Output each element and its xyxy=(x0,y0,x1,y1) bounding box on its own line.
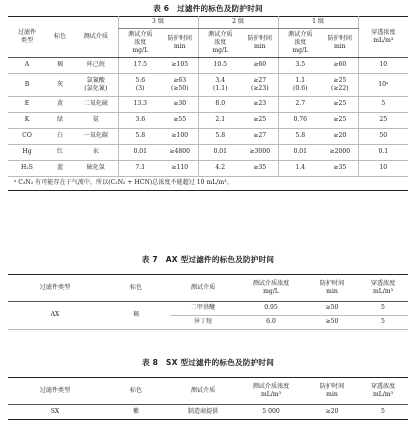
t8-cell: SX xyxy=(50,407,60,415)
table6-cell: 3.4 (1.1) xyxy=(198,74,242,97)
t6-head-level3: 3 级 xyxy=(118,17,198,29)
t7-cell: 0.95 xyxy=(236,302,306,316)
table6-cell: ≥100 xyxy=(162,129,198,145)
t7-head-color: 标色 xyxy=(102,275,170,302)
t8-head-conc: 测试介质浓度 mL/m³ xyxy=(236,378,306,405)
table6-caption: 表 6 过滤件的标色及防护时间 xyxy=(153,4,263,13)
table6-cell: 13.3 xyxy=(118,97,162,113)
t7-head-medium: 测试介质 xyxy=(170,275,236,302)
table6-cell: 0.01 xyxy=(118,145,162,161)
table6-cell: ≥25 xyxy=(242,113,278,129)
t7-cell: ≥50 xyxy=(306,316,358,330)
t8-head-medium: 测试介质 xyxy=(170,378,236,405)
table6-cell: ≥60 xyxy=(322,58,358,74)
table6-cell: B xyxy=(8,74,46,97)
t6-head-time2: 防护时间 min xyxy=(242,29,278,58)
table6-cell: 二氧化硫 xyxy=(74,97,118,113)
t6-head-level1: 1 级 xyxy=(278,17,358,29)
table6-row xyxy=(8,113,408,129)
t6-head-type: 过滤件 类型 xyxy=(8,17,46,58)
t6-head-level2: 2 级 xyxy=(198,17,278,29)
table6-cell: 10.5 xyxy=(198,58,242,74)
t7-cell: 6.0 xyxy=(236,316,306,330)
table6-cell: 17.5 xyxy=(118,58,162,74)
table6-row xyxy=(8,58,408,74)
table6-cell: 8.0 xyxy=(198,97,242,113)
table6 xyxy=(8,16,408,191)
t7-head-type: 过滤件类型 xyxy=(8,275,102,302)
table6-cell: 3.6 xyxy=(118,113,162,129)
table6-cell: ≥30 xyxy=(162,97,198,113)
table6-cell: ≥27 xyxy=(242,129,278,145)
table6-cell: 0.1 xyxy=(358,145,408,161)
t6-head-conc3: 测试介质 浓度 mg/L xyxy=(118,29,162,58)
table6-cell: ≥105 xyxy=(162,58,198,74)
table6-cell: 1.4 xyxy=(278,161,322,177)
t6-head-conc2: 测试介质 浓度 mg/L xyxy=(198,29,242,58)
t7-cell: 二甲基醚 xyxy=(170,302,236,316)
table6-cell: ≥25 xyxy=(322,113,358,129)
table6-cell: H₂S xyxy=(8,161,46,177)
table6-cell: 0.76 xyxy=(278,113,322,129)
t6-head-time3: 防护时间 min xyxy=(162,29,198,58)
table8-caption: 表 8 SX 型过滤件的标色及防护时间 xyxy=(141,358,274,367)
table6-cell: 2.7 xyxy=(278,97,322,113)
table6-cell: 绿 xyxy=(46,113,74,129)
table6-cell: 3.5 xyxy=(278,58,322,74)
table6-cell: 黄 xyxy=(46,97,74,113)
table6-cell: ≥55 xyxy=(162,113,198,129)
t8-cell: ≥20 xyxy=(325,407,339,415)
table6-cell: 一氧化碳 xyxy=(74,129,118,145)
table6-cell: ≥3000 xyxy=(242,145,278,161)
t7-color: 褐 xyxy=(102,302,170,330)
table6-cell: 5.6 (3) xyxy=(118,74,162,97)
table6-cell: Hg xyxy=(8,145,46,161)
table6-cell: 环己烷 xyxy=(74,58,118,74)
t8-head-time: 防护时间 min xyxy=(306,378,358,405)
t6-head-color: 标色 xyxy=(46,17,74,58)
table6-cell: ≥63 (≥50) xyxy=(162,74,198,97)
table6-cell: 硫化氢 xyxy=(74,161,118,177)
t8-cell: 紫 xyxy=(132,407,140,415)
table6-cell: ≥25 (≥22) xyxy=(322,74,358,97)
t7-cell: 5 xyxy=(358,316,408,330)
table6-cell: ≥35 xyxy=(242,161,278,177)
table6-cell: 4.2 xyxy=(198,161,242,177)
t7-head-conc: 测试介质浓度 mg/L xyxy=(236,275,306,302)
table6-cell: 白 xyxy=(46,129,74,145)
t8-cell: 制造商提供 xyxy=(187,407,219,415)
table6-row xyxy=(8,161,408,177)
table6-cell: 5.8 xyxy=(118,129,162,145)
t6-footnote: ᵃ C₂N₂ 有可能存在于气流中，所以(C₂N₂ + HCN)总浓度不能超过 10 mL/m³。 xyxy=(14,179,233,187)
t8-head-color: 标色 xyxy=(102,378,170,405)
t6-head-pen: 穿透浓度 mL/m³ xyxy=(358,17,408,58)
t8-cell: 5 000 xyxy=(262,407,280,415)
table6-cell: ≥110 xyxy=(162,161,198,177)
table6-cell: ≥60 xyxy=(242,58,278,74)
table6-cell: ≥25 xyxy=(322,97,358,113)
t7-head-time: 防护时间 min xyxy=(306,275,358,302)
table6-cell: K xyxy=(8,113,46,129)
table6-cell: 汞 xyxy=(74,145,118,161)
t8-head-type: 过滤件类型 xyxy=(8,378,102,405)
table6-cell: 5 xyxy=(358,97,408,113)
table6-cell: ≥35 xyxy=(322,161,358,177)
table7-caption: 表 7 AX 型过滤件的标色及防护时间 xyxy=(141,255,275,264)
table6-cell: 蓝 xyxy=(46,161,74,177)
table6-cell: ≥2000 xyxy=(322,145,358,161)
t6-head-conc1: 测试介质 浓度 mg/L xyxy=(278,29,322,58)
table6-cell: 灰 xyxy=(46,74,74,97)
t6-head-time1: 防护时间 min xyxy=(322,29,358,58)
table6-row xyxy=(8,129,408,145)
table6-cell: 25 xyxy=(358,113,408,129)
table6-cell: ≥20 xyxy=(322,129,358,145)
table6-cell: 7.1 xyxy=(118,161,162,177)
table6-cell: E xyxy=(8,97,46,113)
table6-cell: 10 xyxy=(358,161,408,177)
table6-cell: 10ᵃ xyxy=(358,74,408,97)
t8-head-pen: 穿透浓度 mL/m³ xyxy=(358,378,408,405)
table6-cell: 1.1 (0.6) xyxy=(278,74,322,97)
table6-cell: 红 xyxy=(46,145,74,161)
table6-cell: ≥23 xyxy=(242,97,278,113)
table6-cell: ≥4800 xyxy=(162,145,198,161)
t8-cell: 5 xyxy=(381,407,385,415)
table6-cell: 0.01 xyxy=(198,145,242,161)
table6-cell: 0.01 xyxy=(278,145,322,161)
table6-cell: 10 xyxy=(358,58,408,74)
table6-cell: A xyxy=(8,58,46,74)
table6-row xyxy=(8,145,408,161)
t7-cell: 5 xyxy=(358,302,408,316)
table6-row xyxy=(8,74,408,97)
table6-cell: ≥27 (≥23) xyxy=(242,74,278,97)
table6-cell: 5.8 xyxy=(278,129,322,145)
t7-cell: 异丁烷 xyxy=(170,316,236,330)
t6-body xyxy=(8,58,408,177)
t7-type: AX xyxy=(8,302,102,330)
table6-cell: 50 xyxy=(358,129,408,145)
table7 xyxy=(8,274,408,330)
table6-cell: CO xyxy=(8,129,46,145)
table6-cell: 5.8 xyxy=(198,129,242,145)
table6-row xyxy=(8,97,408,113)
table6-cell: 褐 xyxy=(46,58,74,74)
table6-cell: 氯氰酸 (氯化氰) xyxy=(74,74,118,97)
table6-cell: 氨 xyxy=(74,113,118,129)
table6-cell: 2.1 xyxy=(198,113,242,129)
t7-head-pen: 穿透浓度 mL/m³ xyxy=(358,275,408,302)
t7-cell: ≥50 xyxy=(306,302,358,316)
table8 xyxy=(8,377,408,420)
t6-head-medium: 测试介质 xyxy=(74,17,118,58)
